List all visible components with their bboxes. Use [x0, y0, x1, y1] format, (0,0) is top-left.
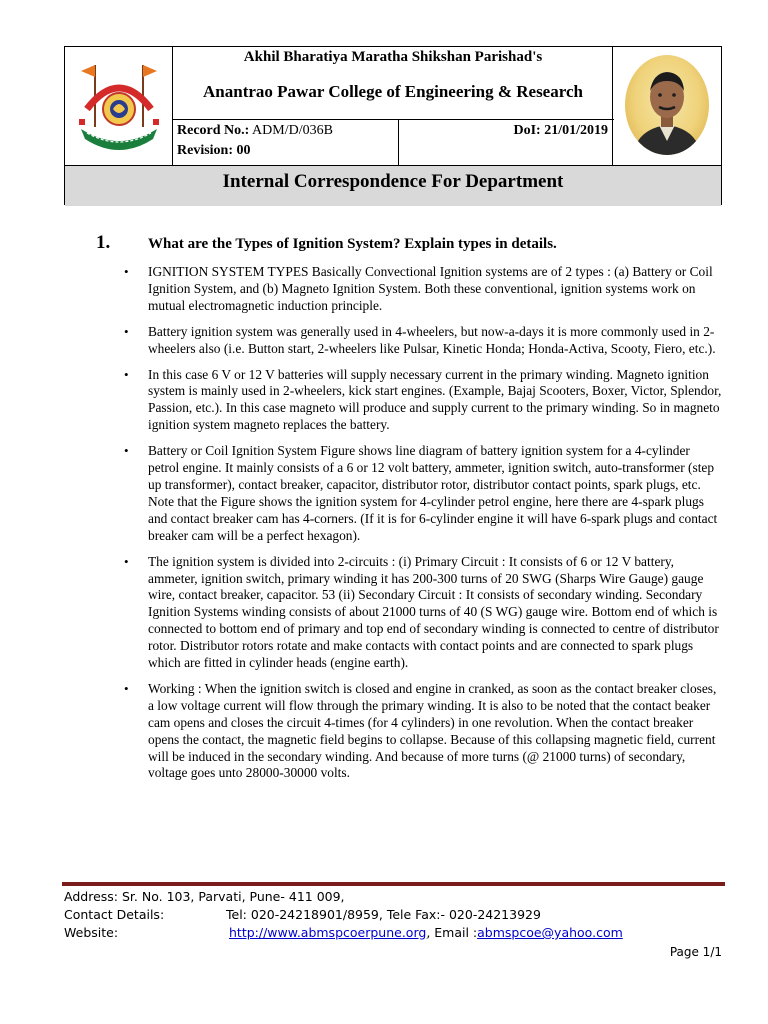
record-cell: [172, 120, 399, 166]
address-text: Address: Sr. No. 103, Parvati, Pune- 411 009,: [64, 889, 345, 904]
footer-divider: [62, 882, 725, 886]
date-of-issue: DoI: 21/01/2019: [513, 123, 608, 138]
address-row: [64, 889, 724, 907]
header-center: [172, 47, 614, 165]
email-prefix: , Email :: [426, 925, 478, 940]
document-title: Internal Correspondence For Department: [222, 171, 564, 192]
website-line: [229, 925, 623, 940]
record-value: ADM/D/036B: [252, 123, 333, 138]
website-row: [64, 925, 724, 943]
contact-row: [64, 907, 724, 925]
question-number: 1.: [96, 232, 111, 253]
website-link[interactable]: http://www.abmspcoerpune.org: [229, 925, 427, 940]
bullet-item: • Working : When the ignition switch is closed and engine in cranked, as soon as the contact breaker closes, a low voltage current will flow through the primary winding. It is also to be noted that the contact beaker cam opens and closes the circuit 4-times (for 4 cylinders) in one revolution. When the contact breaker opens the contact, the magnetic field begins to collapse. Because of this collapsing magnetic field, current will be induced in the secondary winding. And because of more turns (@ 21000 turns) of secondary, voltage goes unto 28000-30000 volts.: [124, 681, 724, 782]
document-title-band: [65, 165, 721, 206]
contact-value: Tel: 020-24218901/8959, Tele Fax:- 020-24213929: [226, 907, 541, 922]
revision-label: Revision:: [177, 143, 233, 158]
email-link[interactable]: abmspcoe@yahoo.com: [477, 925, 623, 940]
question-text: What are the Types of Ignition System? Explain types in details.: [148, 236, 557, 252]
revision: [177, 143, 251, 159]
portrait-icon: [625, 55, 709, 155]
college-name: Anantrao Pawar College of Engineering & Research: [203, 82, 583, 101]
founder-portrait: [625, 55, 709, 155]
college-logo-icon: [73, 57, 165, 155]
revision-value: 00: [236, 143, 251, 158]
org-name: Akhil Bharatiya Maratha Shikshan Parishad's: [243, 49, 543, 65]
bullet-item: • Battery or Coil Ignition System Figure shows line diagram of battery ignition system for a 4-cylinder petrol engine. It mainly consists of a 6 or 12 volt battery, ammeter, ignition switch, auto-transformer (step up transformer), contact breaker, capacitor, distributor rotor, distributor contact points, spark plugs, etc. Note that the Figure shows the ignition system for 4-cylinder petrol engine, here there are 4-spark plugs and contact breaker cam has 4-corners. (If it is for 6-cylinder engine it will have 6-spark plugs and contact breaker cam will be a perfect hexagon).: [124, 443, 724, 544]
bullet-item: • The ignition system is divided into 2-circuits : (i) Primary Circuit : It consists of 6 or 12 V battery, ammeter, ignition switch, primary winding it has 200-300 turns of 20 SWG (Sharps Wire Gauge) gauge wire, contact breaker, capacitor. 53 (ii) Secondary Circuit : It consists of secondary winding. Secondary Ignition Systems winding consists of about 21000 turns of 40 (S WG) gauge wire. Bottom end of which is connected to bottom end of primary and top end of secondary winding is connected to centre of distributor rotor. Distributor rotors rotate and make contacts with contact points and are connected to spark plugs which are fitted in cylinder heads (engine earth).: [124, 554, 724, 672]
website-label: Website:: [64, 925, 119, 940]
contact-label: Contact Details:: [64, 907, 165, 922]
page-number: Page 1/1: [669, 945, 722, 959]
photo-cell: [612, 47, 721, 165]
bullet-item: • Battery ignition system was generally used in 4-wheelers, but now-a-days it is more commonly used in 2-wheelers also (i.e. Button start, 2-wheelers like Pulsar, Kinetic Honda; Honda-Activa, Scooty, Fiero, etc.).: [124, 324, 724, 358]
header-table: [64, 46, 722, 205]
record-label: Record No.:: [177, 123, 250, 138]
record-number: [177, 123, 333, 139]
footer: [64, 889, 724, 943]
answer-bullet-list: [124, 264, 724, 791]
logo-cell: [65, 47, 173, 165]
bullet-item: • In this case 6 V or 12 V batteries will supply necessary current in the primary winding. Magneto ignition system is mainly used in 2-wheelers, kick start engines. (Example, Bajaj Scooters, Boxer, Victor, Splendor, Passion, etc.). In this case magneto will produce and supply current to the primary winding. So in magneto ignition system magneto replaces the battery.: [124, 367, 724, 435]
bullet-item: • IGNITION SYSTEM TYPES Basically Convectional Ignition systems are of 2 types : (a) Battery or Coil Ignition System, and (b) Magneto Ignition System. Both these conventional, ignition systems work on mutual electromagnetic induction principle.: [124, 264, 724, 315]
record-row: [172, 119, 614, 166]
